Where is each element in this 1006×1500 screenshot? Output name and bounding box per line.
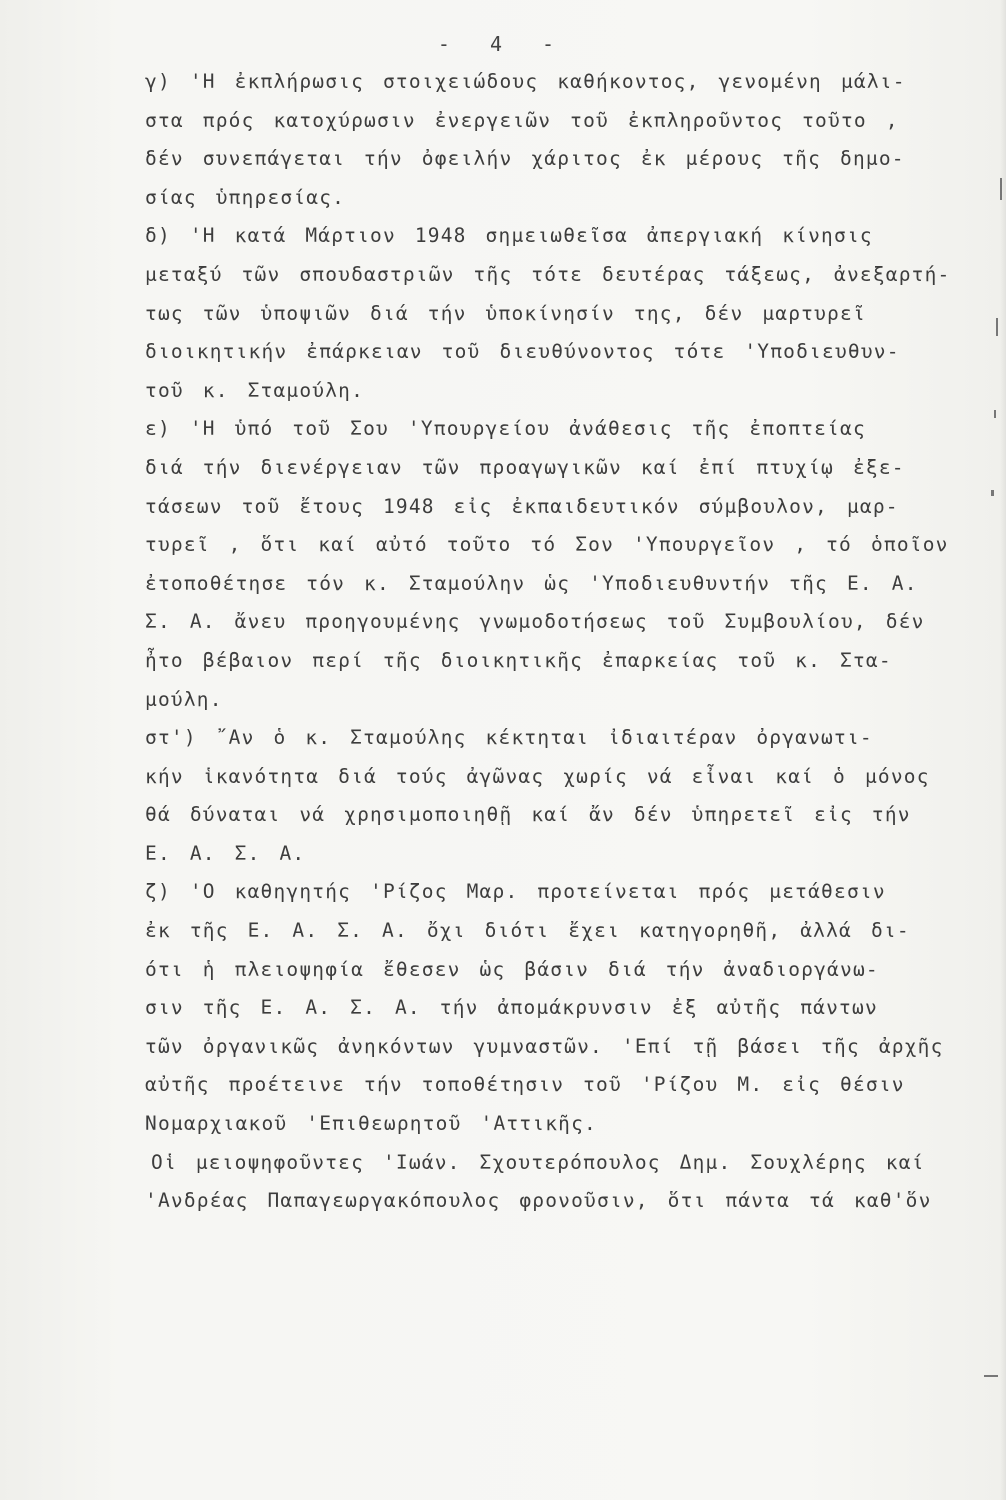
text-line: 'Ανδρέας Παπαγεωργακόπουλος φρονοῦσιν, ὅτι πάντα τά καθ'ὅν	[145, 1189, 932, 1213]
margin-mark	[996, 318, 998, 336]
text-line: Σ. Α. ἄνευ προηγουμένης γνωμοδοτήσεως τοῦ Συμβουλίου, δέν	[145, 610, 925, 634]
document-body	[145, 63, 975, 1221]
text-line: ἐτοποθέτησε τόν κ. Σταμούλην ὡς 'Υποδιευθυντήν τῆς Ε. Α.	[145, 571, 918, 595]
text-line: Ε. Α. Σ. Α.	[145, 841, 306, 865]
text-line: Νομαρχιακοῦ 'Επιθεωρητοῦ 'Αττικῆς.	[145, 1112, 597, 1136]
text-line: μούλη.	[145, 687, 223, 711]
text-line: ζ) 'Ο καθηγητής 'Ρίζος Μαρ. προτείνεται πρός μετάθεσιν	[145, 880, 886, 904]
text-line: Οἱ μειοψηφοῦντες 'Ιωάν. Σχουτερόπουλος Δημ. Σουχλέρης καί	[151, 1150, 925, 1174]
text-line: κήν ἱκανότητα διά τούς ἀγῶνας χωρίς νά εἶναι καί ὁ μόνος	[145, 764, 930, 788]
text-line: σιν τῆς Ε. Α. Σ. Α. τήν ἀπομάκρυνσιν ἐξ αὐτῆς πάντων	[145, 996, 878, 1020]
text-line: ἦτο βέβαιον περί τῆς διοικητικῆς ἐπαρκείας τοῦ κ. Στα-	[145, 648, 892, 672]
text-line: μεταξύ τῶν σπουδαστριῶν τῆς τότε δευτέρας τάξεως, ἀνεξαρτή-	[145, 262, 951, 286]
text-line: θά δύναται νά χρησιμοποιηθῇ καί ἄν δέν ὑπηρετεῖ εἰς τήν	[145, 803, 911, 827]
text-line: ότι ἡ πλειοψηφία ἔθεσεν ὡς βάσιν διά τήν ἀναδιοργάνω-	[145, 957, 879, 981]
margin-mark	[991, 490, 994, 496]
text-line: διά τήν διενέργειαν τῶν προαγωγικῶν καί ἐπί πτυχίῳ ἐξε-	[145, 455, 905, 479]
text-line: τοῦ κ. Σταμούλη.	[145, 378, 365, 402]
page-edge-shadow	[1000, 0, 1006, 1500]
text-line: δ) 'Η κατά Μάρτιον 1948 σημειωθεῖσα ἀπεργιακή κίνησις	[145, 224, 873, 248]
text-line: σίας ὑπηρεσίας.	[145, 185, 346, 209]
text-line: δέν συνεπάγεται τήν ὀφειλήν χάριτος ἐκ μέρους τῆς δημο-	[145, 147, 905, 171]
margin-mark	[984, 1375, 998, 1377]
text-line: στ') ῎Αν ὁ κ. Σταμούλης κέκτηται ἰδιαιτέραν ὀργανωτι-	[145, 726, 873, 750]
text-line: ε) 'Η ὑπό τοῦ Σου 'Υπουργείου ἀνάθεσις τῆς ἐποπτείας	[145, 417, 866, 441]
text-line: στα πρός κατοχύρωσιν ἐνεργειῶν τοῦ ἐκπληροῦντος τοῦτο ,	[145, 108, 899, 132]
text-line: γ) 'Η ἐκπλήρωσις στοιχειώδους καθήκοντος, γενομένη μάλι-	[145, 70, 906, 93]
text-line: τυρεῖ , ὅτι καί αὐτό τοῦτο τό Σον 'Υπουργεῖον , τό ὁποῖον	[145, 533, 949, 557]
page-number: - 4 -	[437, 32, 569, 56]
text-line: τως τῶν ὑποψιῶν διά τήν ὑποκίνησίν της, δέν μαρτυρεῖ	[145, 301, 866, 325]
text-line: τάσεων τοῦ ἔτους 1948 εἰς ἐκπαιδευτικόν σύμβουλον, μαρ-	[145, 494, 899, 518]
text-line: ἐκ τῆς Ε. Α. Σ. Α. ὄχι διότι ἔχει κατηγορηθῆ, ἀλλά δι-	[145, 919, 910, 943]
text-line: τῶν ὀργανικῶς ἀνηκόντων γυμναστῶν. 'Επί τῇ βάσει τῆς ἀρχῆς	[145, 1034, 944, 1058]
text-line: αὐτῆς προέτεινε τήν τοποθέτησιν τοῦ 'Ρίζου Μ. εἰς θέσιν	[145, 1073, 905, 1097]
text-line: διοικητικήν ἐπάρκειαν τοῦ διευθύνοντος τότε 'Υποδιευθυν-	[145, 340, 900, 364]
margin-mark	[994, 410, 996, 418]
